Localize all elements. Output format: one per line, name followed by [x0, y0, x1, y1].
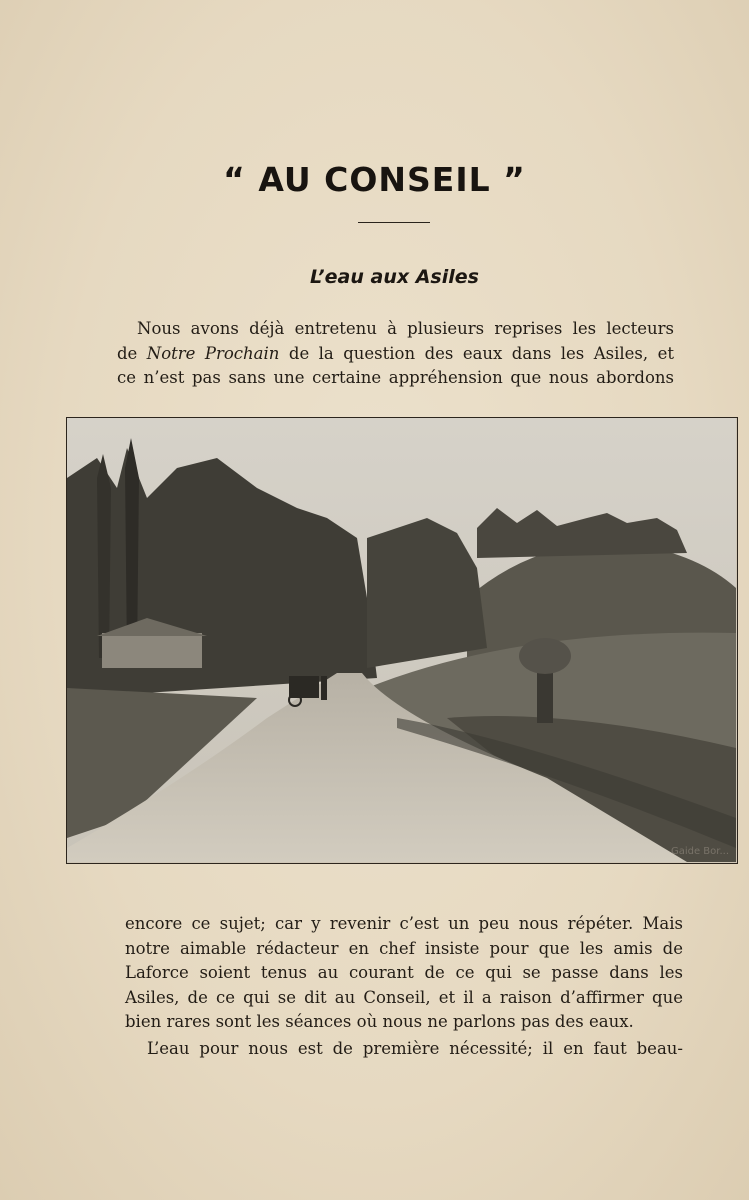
landscape-photo	[66, 417, 738, 864]
photo-credit: Gaide Bor...	[670, 846, 729, 857]
text-span: de	[117, 343, 147, 363]
paragraph-line: Laforce soient tenus au courant de ce qui se passe dans les	[125, 963, 683, 982]
paragraph-line	[117, 342, 674, 367]
paragraph-line: Asiles, de ce qui se dit au Conseil, et il a raison d’affirmer que	[125, 987, 683, 1007]
paragraph-line: L’eau pour nous est de première nécessité; il en faut beau-	[147, 1039, 683, 1058]
paragraph-line: encore ce sujet; car y revenir c’est un peu nous répéter. Mais	[125, 914, 683, 933]
paragraph-line: ce n’est pas sans une certaine appréhension que nous abordons	[117, 368, 674, 387]
italic-publication-name: Notre Prochain	[146, 343, 280, 363]
paragraph-line: Nous avons déjà entretenu à plusieurs reprises les lecteurs	[137, 319, 674, 338]
paragraph-line: bien rares sont les séances où nous ne parlons pas des eaux.	[125, 1012, 634, 1031]
article-title: “ AU CONSEIL ”	[223, 160, 526, 199]
paragraph-line: notre aimable rédacteur en chef insiste pour que les amis de	[125, 938, 683, 958]
text-span: de la question des eaux dans les Asiles, et	[279, 343, 674, 363]
paragraph-continued	[125, 912, 683, 1035]
paragraph-intro	[117, 317, 674, 391]
road-landscape-illustration	[67, 418, 736, 862]
article-subtitle: L’eau aux Asiles	[310, 266, 479, 288]
title-divider	[358, 222, 430, 223]
paragraph-water-necessity	[125, 1037, 683, 1062]
